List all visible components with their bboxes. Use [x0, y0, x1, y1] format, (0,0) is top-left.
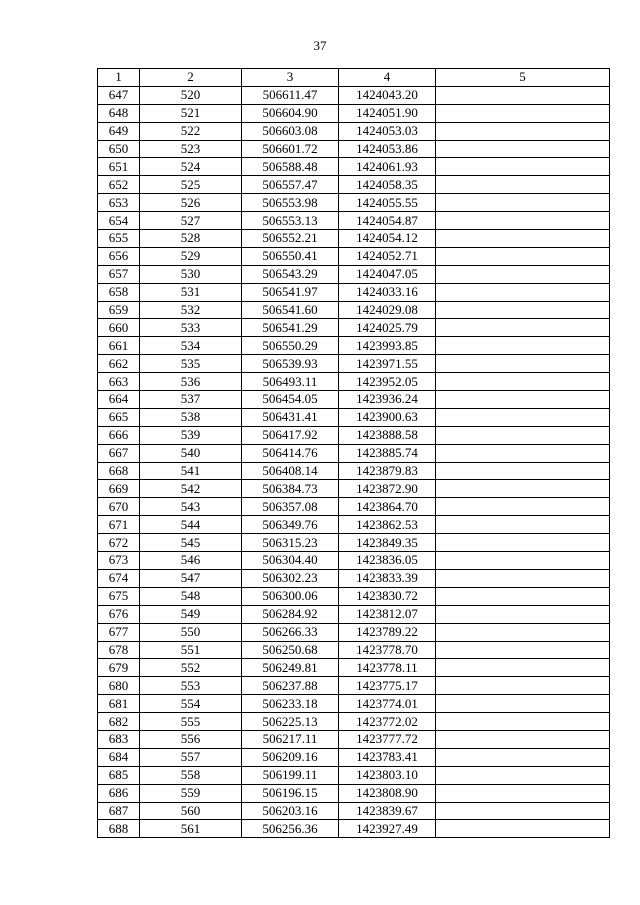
x-coordinate-cell: 506233.18 — [242, 695, 339, 713]
row-number-cell: 672 — [98, 534, 140, 552]
table-row — [98, 713, 610, 731]
table-row — [98, 194, 610, 212]
y-coordinate-cell: 1423789.22 — [339, 623, 436, 641]
table-row — [98, 480, 610, 498]
notes-cell — [436, 444, 610, 462]
row-number-cell: 653 — [98, 194, 140, 212]
y-coordinate-cell: 1424055.55 — [339, 194, 436, 212]
x-coordinate-cell: 506543.29 — [242, 265, 339, 283]
point-number-cell: 537 — [140, 391, 242, 409]
point-number-cell: 523 — [140, 140, 242, 158]
point-number-cell: 524 — [140, 158, 242, 176]
row-number-cell: 659 — [98, 301, 140, 319]
notes-cell — [436, 659, 610, 677]
table-row — [98, 730, 610, 748]
table-row — [98, 408, 610, 426]
x-coordinate-cell: 506414.76 — [242, 444, 339, 462]
row-number-cell: 651 — [98, 158, 140, 176]
point-number-cell: 526 — [140, 194, 242, 212]
point-number-cell: 528 — [140, 230, 242, 248]
point-number-cell: 556 — [140, 730, 242, 748]
column-header-1: 1 — [98, 69, 140, 87]
table-row — [98, 802, 610, 820]
x-coordinate-cell: 506604.90 — [242, 104, 339, 122]
table-row — [98, 158, 610, 176]
y-coordinate-cell: 1423952.05 — [339, 373, 436, 391]
row-number-cell: 662 — [98, 355, 140, 373]
y-coordinate-cell: 1423927.49 — [339, 820, 436, 838]
table-row — [98, 820, 610, 838]
notes-cell — [436, 498, 610, 516]
table-row — [98, 373, 610, 391]
row-number-cell: 652 — [98, 176, 140, 194]
row-number-cell: 667 — [98, 444, 140, 462]
notes-cell — [436, 569, 610, 587]
row-number-cell: 683 — [98, 730, 140, 748]
x-coordinate-cell: 506225.13 — [242, 713, 339, 731]
notes-cell — [436, 408, 610, 426]
row-number-cell: 687 — [98, 802, 140, 820]
y-coordinate-cell: 1424033.16 — [339, 283, 436, 301]
row-number-cell: 666 — [98, 426, 140, 444]
y-coordinate-cell: 1423849.35 — [339, 534, 436, 552]
x-coordinate-cell: 506302.23 — [242, 569, 339, 587]
point-number-cell: 541 — [140, 462, 242, 480]
point-number-cell: 540 — [140, 444, 242, 462]
point-number-cell: 539 — [140, 426, 242, 444]
x-coordinate-cell: 506541.97 — [242, 283, 339, 301]
point-number-cell: 558 — [140, 766, 242, 784]
point-number-cell: 557 — [140, 748, 242, 766]
notes-cell — [436, 587, 610, 605]
row-number-cell: 680 — [98, 677, 140, 695]
table-row — [98, 391, 610, 409]
point-number-cell: 554 — [140, 695, 242, 713]
notes-cell — [436, 212, 610, 230]
y-coordinate-cell: 1423888.58 — [339, 426, 436, 444]
column-header-5: 5 — [436, 69, 610, 87]
notes-cell — [436, 784, 610, 802]
point-number-cell: 525 — [140, 176, 242, 194]
x-coordinate-cell: 506553.98 — [242, 194, 339, 212]
y-coordinate-cell: 1423900.63 — [339, 408, 436, 426]
x-coordinate-cell: 506304.40 — [242, 552, 339, 570]
table-row — [98, 462, 610, 480]
x-coordinate-cell: 506550.29 — [242, 337, 339, 355]
notes-cell — [436, 86, 610, 104]
row-number-cell: 670 — [98, 498, 140, 516]
y-coordinate-cell: 1423936.24 — [339, 391, 436, 409]
point-number-cell: 544 — [140, 516, 242, 534]
x-coordinate-cell: 506249.81 — [242, 659, 339, 677]
notes-cell — [436, 355, 610, 373]
x-coordinate-cell: 506601.72 — [242, 140, 339, 158]
y-coordinate-cell: 1423783.41 — [339, 748, 436, 766]
point-number-cell: 531 — [140, 283, 242, 301]
notes-cell — [436, 122, 610, 140]
notes-cell — [436, 283, 610, 301]
page-number: 37 — [313, 38, 327, 53]
notes-cell — [436, 677, 610, 695]
notes-cell — [436, 552, 610, 570]
row-number-cell: 658 — [98, 283, 140, 301]
notes-cell — [436, 623, 610, 641]
table-row — [98, 212, 610, 230]
y-coordinate-cell: 1424054.12 — [339, 230, 436, 248]
point-number-cell: 546 — [140, 552, 242, 570]
table-row — [98, 569, 610, 587]
table-row — [98, 301, 610, 319]
y-coordinate-cell: 1423885.74 — [339, 444, 436, 462]
point-number-cell: 559 — [140, 784, 242, 802]
point-number-cell: 534 — [140, 337, 242, 355]
y-coordinate-cell: 1424058.35 — [339, 176, 436, 194]
y-coordinate-cell: 1424053.03 — [339, 122, 436, 140]
table-row — [98, 623, 610, 641]
row-number-cell: 685 — [98, 766, 140, 784]
y-coordinate-cell: 1423993.85 — [339, 337, 436, 355]
notes-cell — [436, 820, 610, 838]
row-number-cell: 656 — [98, 247, 140, 265]
y-coordinate-cell: 1423777.72 — [339, 730, 436, 748]
table-row — [98, 784, 610, 802]
point-number-cell: 561 — [140, 820, 242, 838]
notes-cell — [436, 480, 610, 498]
notes-cell — [436, 319, 610, 337]
x-coordinate-cell: 506196.15 — [242, 784, 339, 802]
notes-cell — [436, 713, 610, 731]
x-coordinate-cell: 506237.88 — [242, 677, 339, 695]
y-coordinate-cell: 1423778.70 — [339, 641, 436, 659]
table-row — [98, 355, 610, 373]
y-coordinate-cell: 1423872.90 — [339, 480, 436, 498]
table-row — [98, 426, 610, 444]
x-coordinate-cell: 506541.60 — [242, 301, 339, 319]
notes-cell — [436, 534, 610, 552]
table-row — [98, 104, 610, 122]
notes-cell — [436, 462, 610, 480]
y-coordinate-cell: 1424051.90 — [339, 104, 436, 122]
x-coordinate-cell: 506408.14 — [242, 462, 339, 480]
notes-cell — [436, 104, 610, 122]
notes-cell — [436, 373, 610, 391]
table-row — [98, 516, 610, 534]
table-body — [98, 86, 610, 837]
x-coordinate-cell: 506357.08 — [242, 498, 339, 516]
table-row — [98, 247, 610, 265]
row-number-cell: 663 — [98, 373, 140, 391]
table-row — [98, 444, 610, 462]
x-coordinate-cell: 506550.41 — [242, 247, 339, 265]
y-coordinate-cell: 1423836.05 — [339, 552, 436, 570]
notes-cell — [436, 516, 610, 534]
row-number-cell: 676 — [98, 605, 140, 623]
point-number-cell: 548 — [140, 587, 242, 605]
column-header-2: 2 — [140, 69, 242, 87]
notes-cell — [436, 337, 610, 355]
table-row — [98, 552, 610, 570]
y-coordinate-cell: 1424043.20 — [339, 86, 436, 104]
notes-cell — [436, 641, 610, 659]
notes-cell — [436, 766, 610, 784]
point-number-cell: 532 — [140, 301, 242, 319]
row-number-cell: 664 — [98, 391, 140, 409]
point-number-cell: 542 — [140, 480, 242, 498]
y-coordinate-cell: 1424052.71 — [339, 247, 436, 265]
y-coordinate-cell: 1423812.07 — [339, 605, 436, 623]
x-coordinate-cell: 506603.08 — [242, 122, 339, 140]
table-row — [98, 498, 610, 516]
y-coordinate-cell: 1423833.39 — [339, 569, 436, 587]
row-number-cell: 674 — [98, 569, 140, 587]
point-number-cell: 530 — [140, 265, 242, 283]
row-number-cell: 655 — [98, 230, 140, 248]
notes-cell — [436, 605, 610, 623]
point-number-cell: 536 — [140, 373, 242, 391]
y-coordinate-cell: 1423803.10 — [339, 766, 436, 784]
table-header-row — [98, 69, 610, 87]
point-number-cell: 533 — [140, 319, 242, 337]
row-number-cell: 660 — [98, 319, 140, 337]
table-row — [98, 748, 610, 766]
table-row — [98, 659, 610, 677]
point-number-cell: 551 — [140, 641, 242, 659]
table-row — [98, 230, 610, 248]
y-coordinate-cell: 1423839.67 — [339, 802, 436, 820]
y-coordinate-cell: 1424054.87 — [339, 212, 436, 230]
y-coordinate-cell: 1423862.53 — [339, 516, 436, 534]
row-number-cell: 665 — [98, 408, 140, 426]
table-row — [98, 140, 610, 158]
column-header-3: 3 — [242, 69, 339, 87]
y-coordinate-cell: 1423864.70 — [339, 498, 436, 516]
table-row — [98, 605, 610, 623]
y-coordinate-cell: 1424061.93 — [339, 158, 436, 176]
row-number-cell: 677 — [98, 623, 140, 641]
point-number-cell: 549 — [140, 605, 242, 623]
x-coordinate-cell: 506588.48 — [242, 158, 339, 176]
point-number-cell: 543 — [140, 498, 242, 516]
point-number-cell: 538 — [140, 408, 242, 426]
y-coordinate-cell: 1423774.01 — [339, 695, 436, 713]
row-number-cell: 654 — [98, 212, 140, 230]
x-coordinate-cell: 506199.11 — [242, 766, 339, 784]
y-coordinate-cell: 1424025.79 — [339, 319, 436, 337]
table-row — [98, 86, 610, 104]
point-number-cell: 522 — [140, 122, 242, 140]
table-row — [98, 695, 610, 713]
row-number-cell: 648 — [98, 104, 140, 122]
row-number-cell: 686 — [98, 784, 140, 802]
y-coordinate-cell: 1423778.11 — [339, 659, 436, 677]
notes-cell — [436, 265, 610, 283]
y-coordinate-cell: 1423772.02 — [339, 713, 436, 731]
x-coordinate-cell: 506431.41 — [242, 408, 339, 426]
row-number-cell: 682 — [98, 713, 140, 731]
point-number-cell: 535 — [140, 355, 242, 373]
x-coordinate-cell: 506539.93 — [242, 355, 339, 373]
row-number-cell: 681 — [98, 695, 140, 713]
row-number-cell: 688 — [98, 820, 140, 838]
point-number-cell: 547 — [140, 569, 242, 587]
point-number-cell: 545 — [140, 534, 242, 552]
notes-cell — [436, 140, 610, 158]
x-coordinate-cell: 506217.11 — [242, 730, 339, 748]
table-row — [98, 176, 610, 194]
x-coordinate-cell: 506417.92 — [242, 426, 339, 444]
row-number-cell: 650 — [98, 140, 140, 158]
notes-cell — [436, 802, 610, 820]
notes-cell — [436, 247, 610, 265]
column-header-4: 4 — [339, 69, 436, 87]
y-coordinate-cell: 1424053.86 — [339, 140, 436, 158]
point-number-cell: 555 — [140, 713, 242, 731]
row-number-cell: 684 — [98, 748, 140, 766]
row-number-cell: 647 — [98, 86, 140, 104]
notes-cell — [436, 158, 610, 176]
table-row — [98, 677, 610, 695]
x-coordinate-cell: 506611.47 — [242, 86, 339, 104]
y-coordinate-cell: 1423775.17 — [339, 677, 436, 695]
x-coordinate-cell: 506266.33 — [242, 623, 339, 641]
point-number-cell: 550 — [140, 623, 242, 641]
point-number-cell: 552 — [140, 659, 242, 677]
x-coordinate-cell: 506454.05 — [242, 391, 339, 409]
x-coordinate-cell: 506349.76 — [242, 516, 339, 534]
x-coordinate-cell: 506557.47 — [242, 176, 339, 194]
table-row — [98, 265, 610, 283]
notes-cell — [436, 695, 610, 713]
row-number-cell: 657 — [98, 265, 140, 283]
point-number-cell: 521 — [140, 104, 242, 122]
row-number-cell: 669 — [98, 480, 140, 498]
notes-cell — [436, 426, 610, 444]
table-row — [98, 534, 610, 552]
table-row — [98, 122, 610, 140]
point-number-cell: 529 — [140, 247, 242, 265]
row-number-cell: 673 — [98, 552, 140, 570]
notes-cell — [436, 176, 610, 194]
x-coordinate-cell: 506493.11 — [242, 373, 339, 391]
notes-cell — [436, 194, 610, 212]
y-coordinate-cell: 1423808.90 — [339, 784, 436, 802]
y-coordinate-cell: 1423879.83 — [339, 462, 436, 480]
notes-cell — [436, 391, 610, 409]
x-coordinate-cell: 506553.13 — [242, 212, 339, 230]
point-number-cell: 560 — [140, 802, 242, 820]
y-coordinate-cell: 1423830.72 — [339, 587, 436, 605]
row-number-cell: 661 — [98, 337, 140, 355]
table-row — [98, 766, 610, 784]
table-row — [98, 283, 610, 301]
row-number-cell: 679 — [98, 659, 140, 677]
x-coordinate-cell: 506541.29 — [242, 319, 339, 337]
table-row — [98, 319, 610, 337]
x-coordinate-cell: 506552.21 — [242, 230, 339, 248]
notes-cell — [436, 748, 610, 766]
table-row — [98, 641, 610, 659]
y-coordinate-cell: 1424047.05 — [339, 265, 436, 283]
x-coordinate-cell: 506384.73 — [242, 480, 339, 498]
y-coordinate-cell: 1423971.55 — [339, 355, 436, 373]
row-number-cell: 678 — [98, 641, 140, 659]
x-coordinate-cell: 506300.06 — [242, 587, 339, 605]
point-number-cell: 520 — [140, 86, 242, 104]
row-number-cell: 671 — [98, 516, 140, 534]
x-coordinate-cell: 506209.16 — [242, 748, 339, 766]
point-number-cell: 553 — [140, 677, 242, 695]
x-coordinate-cell: 506256.36 — [242, 820, 339, 838]
x-coordinate-cell: 506315.23 — [242, 534, 339, 552]
notes-cell — [436, 230, 610, 248]
row-number-cell: 649 — [98, 122, 140, 140]
y-coordinate-cell: 1424029.08 — [339, 301, 436, 319]
x-coordinate-cell: 506284.92 — [242, 605, 339, 623]
coordinates-table — [97, 68, 610, 838]
point-number-cell: 527 — [140, 212, 242, 230]
x-coordinate-cell: 506203.16 — [242, 802, 339, 820]
row-number-cell: 675 — [98, 587, 140, 605]
table-row — [98, 337, 610, 355]
notes-cell — [436, 730, 610, 748]
table-row — [98, 587, 610, 605]
notes-cell — [436, 301, 610, 319]
x-coordinate-cell: 506250.68 — [242, 641, 339, 659]
row-number-cell: 668 — [98, 462, 140, 480]
